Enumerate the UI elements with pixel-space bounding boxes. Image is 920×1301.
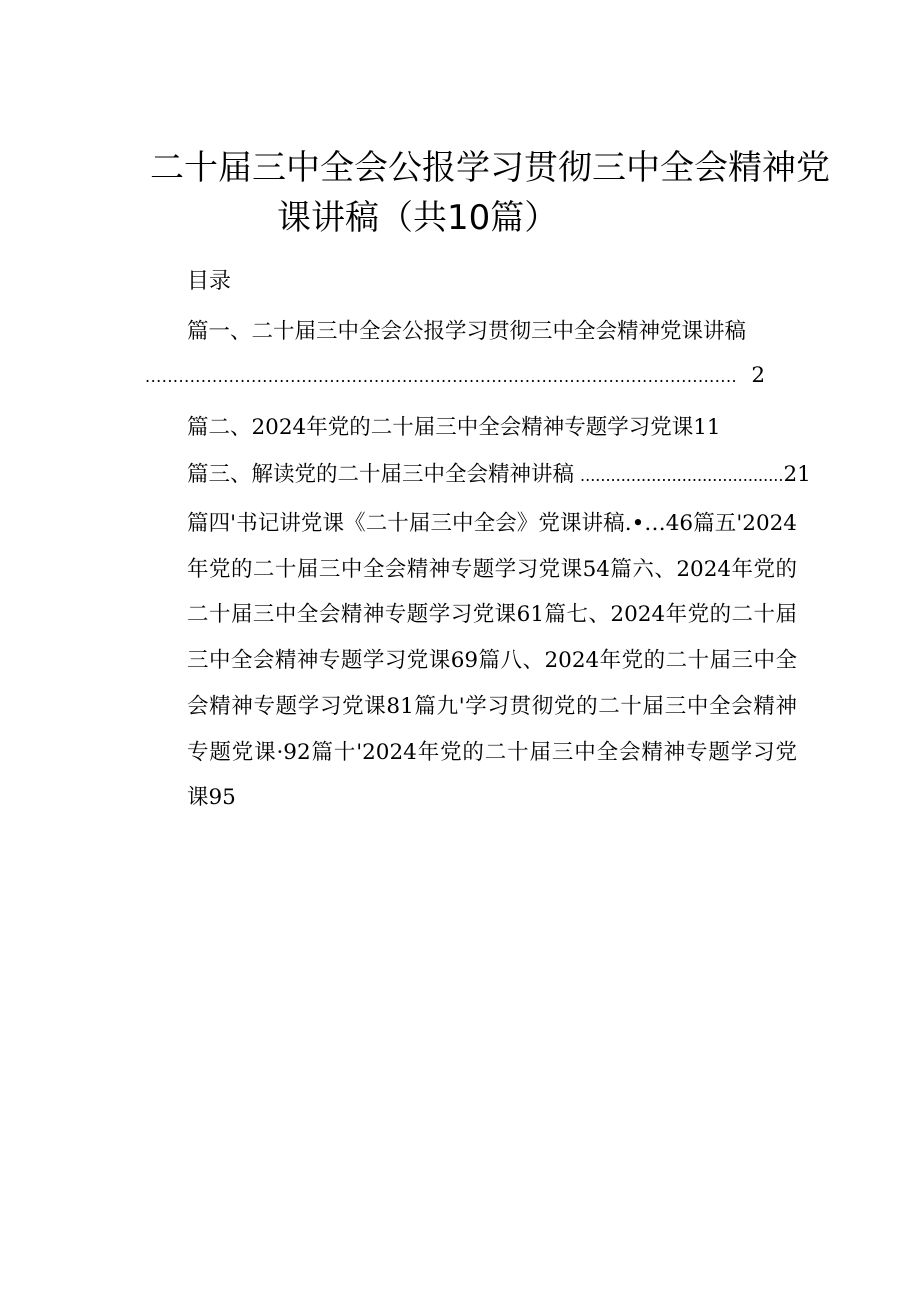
toc-entry-2: 篇二、2024年党的二十届三中全会精神专题学习党课11 [187, 415, 721, 440]
toc-heading: 目录 [187, 269, 232, 294]
toc-entry-3-page: 21 [783, 462, 811, 487]
toc-entry-1-page: 2 [751, 363, 765, 388]
toc-entry-3 [187, 457, 811, 488]
toc-entry-1-leader [145, 363, 765, 388]
toc-entry-3-text: 篇三、解读党的二十届三中全会精神讲稿 [187, 462, 575, 487]
toc-leader-dots: .......................................................................................................... [145, 367, 738, 386]
toc-entry-1: 篇一、二十届三中全会公报学习贯彻三中全会精神党课讲稿 [187, 319, 747, 344]
document-title-line-1: 二十届三中全会公报学习贯彻三中全会精神党 [150, 148, 830, 188]
toc-leader-dots: ........................................ [580, 466, 784, 485]
document-title-line-2: 课讲稿（共10篇） [277, 198, 559, 238]
toc-run-on-entries: 篇四'书记讲党课《二十届三中全会》党课讲稿.•…46篇五'2024年党的二十届三中全会精神专题学习党课54篇六、2024年党的二十届三中全会精神专题学习党课61篇七、2024年党的二十届三中全会精神专题学习党课69篇八、2024年党的二十届三中全会精神专题学习党课81篇九'学习贯彻党的二十届三中全会精神专题党课·92篇十'2024年党的二十届三中全会精神专题学习党课95 [187, 511, 797, 811]
